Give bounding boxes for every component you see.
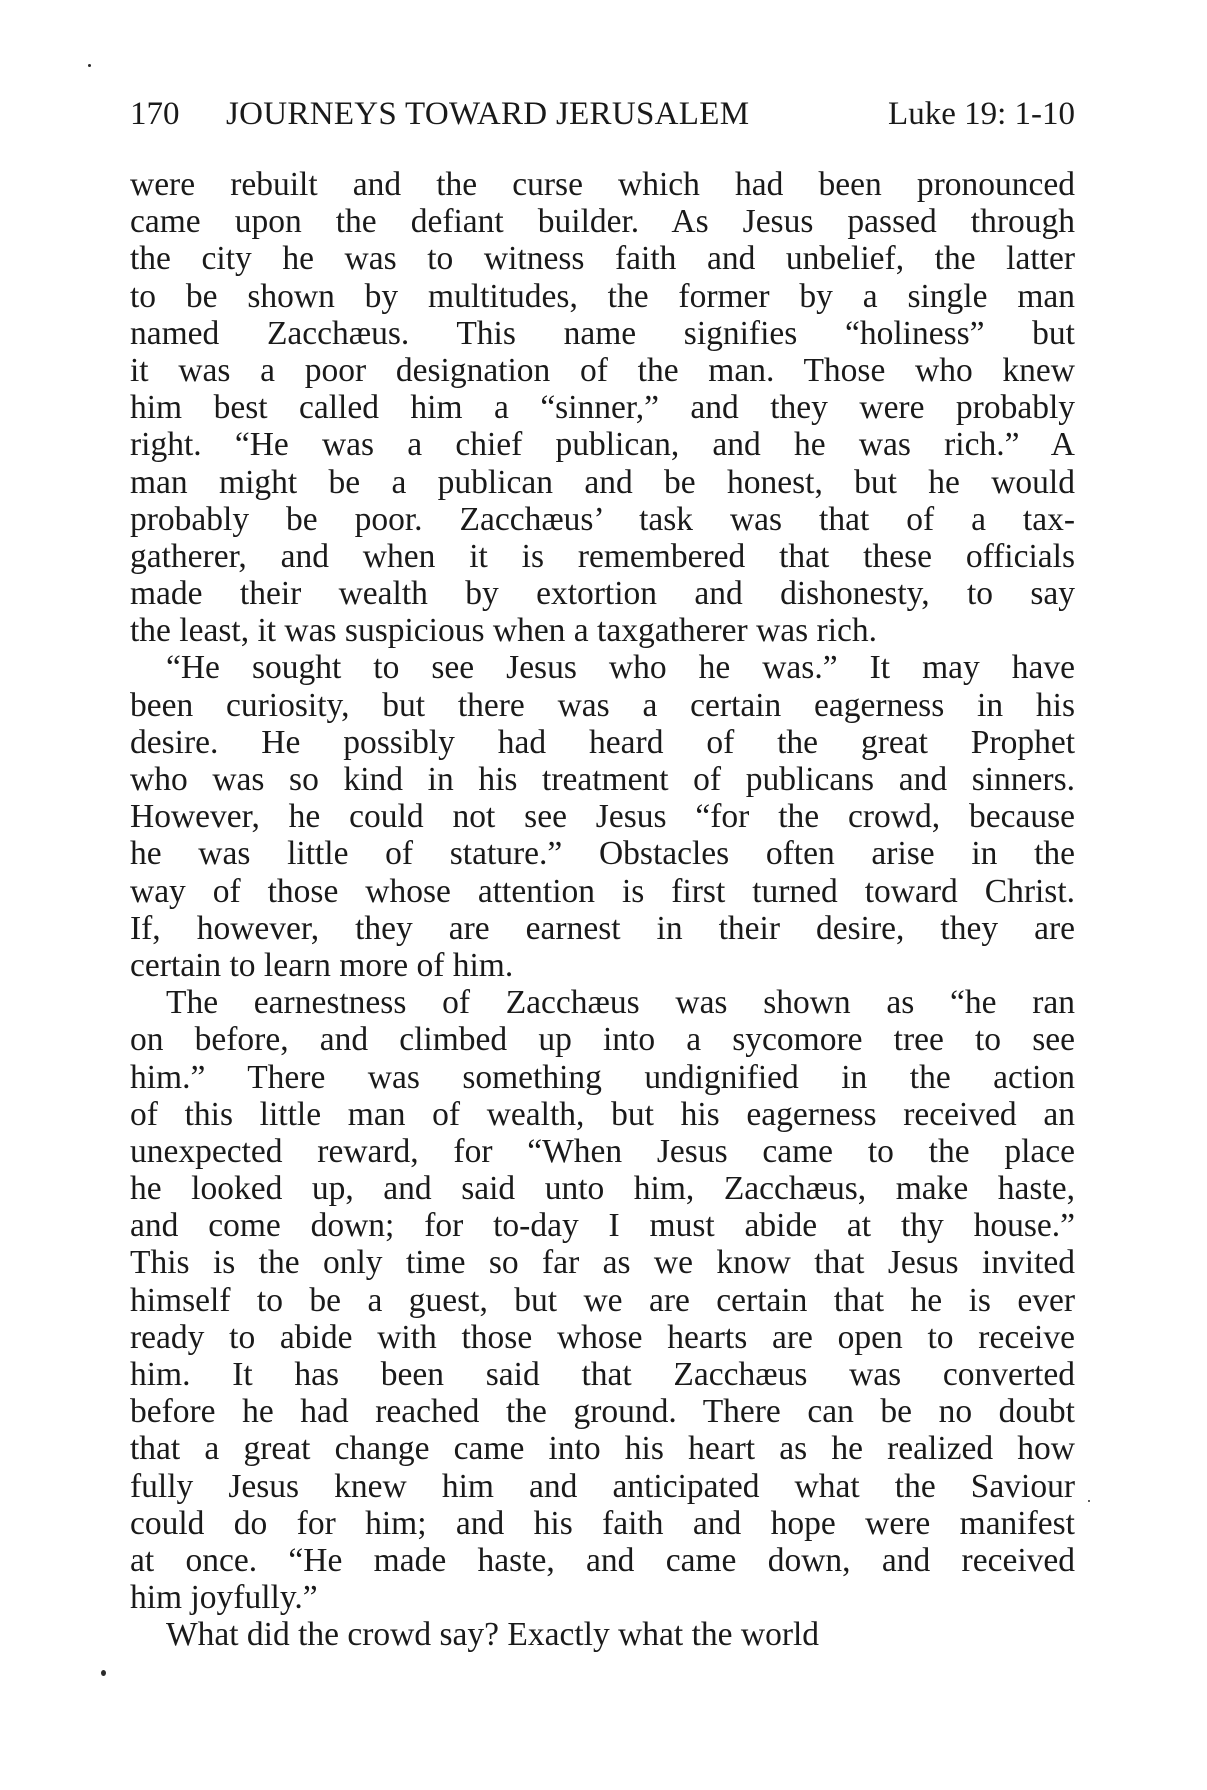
text-line: way of those whose attention is first turned toward Christ. — [130, 872, 1075, 910]
text-line: named Zacchæus. This name signifies “holiness” but — [130, 314, 1075, 352]
running-title: JOURNEYS TOWARD JERUSALEM — [226, 96, 750, 132]
text-line: unexpected reward, for “When Jesus came to the place — [130, 1132, 1075, 1170]
text-line: to be shown by multitudes, the former by a single man — [130, 277, 1075, 315]
text-line: ready to abide with those whose hearts are open to receive — [130, 1318, 1075, 1356]
text-line: However, he could not see Jesus “for the crowd, because — [130, 798, 1075, 836]
text-line: it was a poor designation of the man. Those who knew — [130, 351, 1075, 389]
text-line: before he had reached the ground. There can be no doubt — [130, 1393, 1075, 1431]
print-speck — [101, 1670, 106, 1676]
text-line: fully Jesus knew him and anticipated what the Saviour — [130, 1467, 1075, 1505]
text-line: he looked up, and said unto him, Zacchæus, make haste, — [130, 1170, 1075, 1208]
text-line: were rebuilt and the curse which had been pronounced — [130, 166, 1075, 203]
text-line: came upon the defiant builder. As Jesus passed through — [130, 203, 1075, 241]
text-line: The earnestness of Zacchæus was shown as “he ran — [166, 984, 1075, 1022]
paragraph — [130, 166, 1075, 649]
print-speck — [88, 64, 91, 67]
text-line: gatherer, and when it is remembered that these officials — [130, 537, 1075, 575]
text-line: him joyfully.” — [130, 1579, 318, 1617]
text-line: himself to be a guest, but we are certain that he is ever — [130, 1281, 1075, 1319]
paragraph — [130, 984, 1075, 1616]
text-line: the city he was to witness faith and unbelief, the latter — [130, 240, 1075, 278]
print-speck — [1088, 1500, 1090, 1502]
text-line: This is the only time so far as we know that Jesus invited — [130, 1244, 1075, 1282]
text-line: man might be a publican and be honest, but he would — [130, 463, 1075, 501]
text-line: “He sought to see Jesus who he was.” It may have — [166, 649, 1075, 687]
scripture-reference: Luke 19: 1-10 — [888, 96, 1075, 132]
text-line: could do for him; and his faith and hope were manifest — [130, 1504, 1075, 1542]
paragraph — [130, 649, 1075, 984]
text-line: desire. He possibly had heard of the great Prophet — [130, 723, 1075, 761]
text-line: What did the crowd say? Exactly what the world — [166, 1616, 820, 1654]
text-line: him.” There was something undignified in the action — [130, 1058, 1075, 1096]
text-line: he was little of stature.” Obstacles often arise in the — [130, 835, 1075, 873]
text-line: that a great change came into his heart as he realized how — [130, 1430, 1075, 1468]
text-line: been curiosity, but there was a certain eagerness in his — [130, 686, 1075, 724]
body-text — [130, 166, 1075, 1654]
text-line: made their wealth by extortion and dishonesty, to say — [130, 575, 1075, 613]
text-line: the least, it was suspicious when a taxgatherer was rich. — [130, 612, 878, 650]
running-head — [130, 92, 1075, 136]
text-line: probably be poor. Zacchæus’ task was that of a tax- — [130, 500, 1075, 538]
page-number: 170 — [130, 96, 180, 132]
text-line: on before, and climbed up into a sycomore tree to see — [130, 1021, 1075, 1059]
text-line: certain to learn more of him. — [130, 946, 514, 984]
text-line: who was so kind in his treatment of publicans and sinners. — [130, 761, 1075, 798]
text-line: and come down; for to-day I must abide at thy house.” — [130, 1207, 1075, 1245]
paragraph — [130, 1616, 1075, 1653]
text-line: of this little man of wealth, but his eagerness received an — [130, 1095, 1075, 1133]
text-line: at once. “He made haste, and came down, and received — [130, 1541, 1075, 1579]
text-line: him. It has been said that Zacchæus was converted — [130, 1356, 1075, 1393]
text-line: him best called him a “sinner,” and they were probably — [130, 389, 1075, 427]
text-line: right. “He was a chief publican, and he was rich.” A — [130, 426, 1075, 464]
text-line: If, however, they are earnest in their desire, they are — [130, 909, 1075, 947]
